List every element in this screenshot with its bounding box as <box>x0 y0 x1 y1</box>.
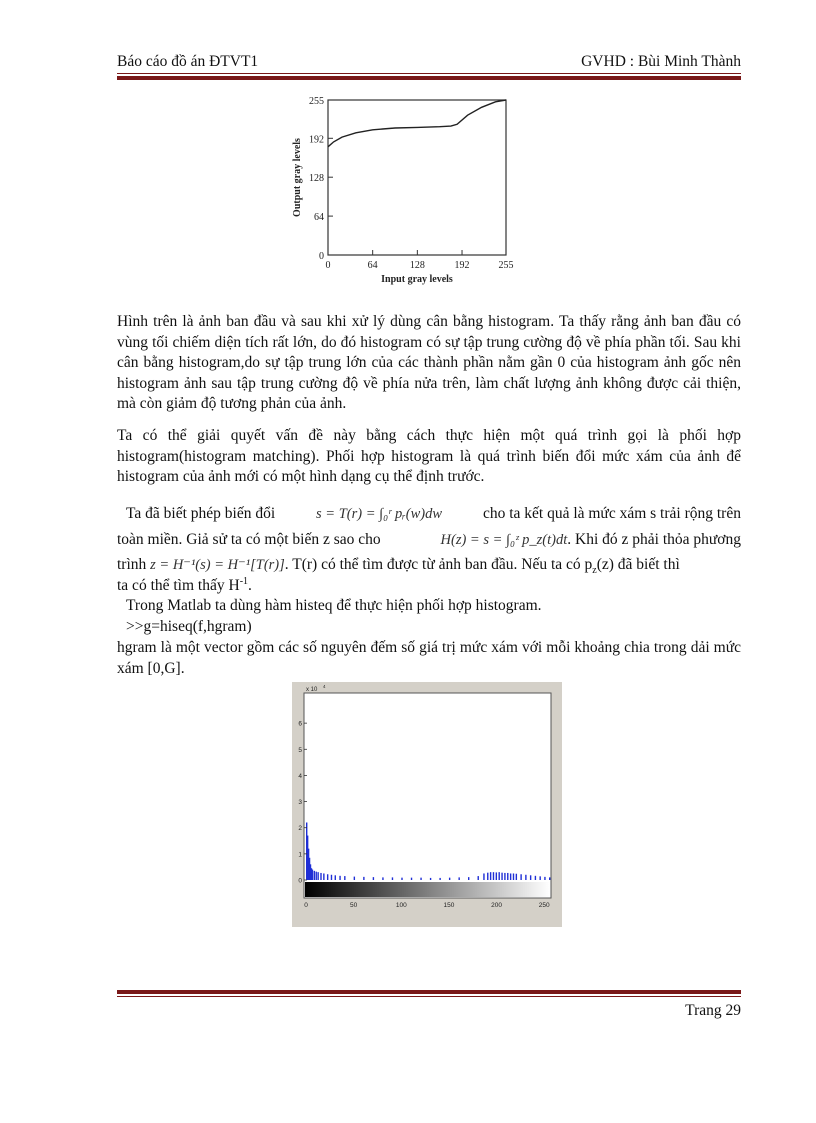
header-rule-thick <box>117 76 741 80</box>
y-tick-label: 0 <box>319 251 324 262</box>
code-line: >>g=hiseq(f,hgram) <box>126 618 252 635</box>
y-tick-label: 192 <box>309 134 324 146</box>
histogram-bar <box>525 875 526 880</box>
formula-transform: s = T(r) = ∫₀ʳ pᵣ(w)dw <box>316 506 443 522</box>
plot-area <box>304 693 551 898</box>
histogram-bar <box>544 877 545 880</box>
histogram-bar <box>504 873 505 880</box>
histogram-bar <box>483 873 484 880</box>
histogram-bar <box>320 873 321 880</box>
histogram-bar <box>411 878 412 880</box>
histogram-bar <box>312 870 313 880</box>
x-tick-label: 250 <box>538 902 550 909</box>
histogram-bar <box>516 874 517 880</box>
histogram-bar <box>507 873 508 880</box>
histogram-bar <box>401 878 402 880</box>
y-tick-label: 64 <box>314 212 324 224</box>
histogram-bar <box>449 878 450 880</box>
histogram-bar <box>493 872 494 880</box>
p3-text-e: trình <box>117 556 147 573</box>
paragraph-5: hgram là một vector gồm các số nguyên đếm số giá trị mức xám với mỗi khoảng chia trong dải mức xám [0,G]. <box>117 639 741 677</box>
transform-curve-line <box>328 100 506 147</box>
histogram-bar <box>363 877 364 880</box>
histogram-bar <box>373 877 374 880</box>
p3-text-f: . T(r) có thể tìm được từ ảnh ban đầu. Nếu ta có p <box>284 556 593 573</box>
histogram-bar <box>539 876 540 880</box>
p3-text-b: cho ta kết quả là mức xám s trải rộng trên <box>482 505 741 522</box>
paragraph-4: Trong Matlab ta dùng hàm histeq để thực hiện phối hợp histogram. <box>126 597 542 614</box>
y-tick-label: 128 <box>309 173 324 185</box>
histogram-bar <box>420 878 421 880</box>
histogram-bar <box>458 877 459 880</box>
histogram-bar <box>392 877 393 880</box>
x-tick-label: 0 <box>304 902 308 909</box>
paragraph-3-line-3 <box>117 555 741 576</box>
histogram-bar <box>496 872 497 880</box>
histogram-bar <box>498 872 499 880</box>
histogram-bar <box>382 877 383 880</box>
y-tick-label: 255 <box>309 96 324 107</box>
histogram-bar <box>344 876 345 880</box>
transform-curve-chart <box>280 92 520 292</box>
histogram-bar <box>339 876 340 880</box>
header-supervisor: GVHD : Bùi Minh Thành <box>581 53 741 70</box>
p3-text-a: Ta đã biết phép biến đổi <box>126 505 276 522</box>
page-number: Trang 29 <box>685 1002 741 1019</box>
y-tick-label: 6 <box>298 720 302 728</box>
histogram-bar <box>331 875 332 880</box>
grayscale-colorbar <box>305 882 550 897</box>
histogram-bar <box>520 874 521 880</box>
histogram-bar <box>439 878 440 880</box>
footer-rule-thin <box>117 996 741 997</box>
histogram-bar <box>501 873 502 880</box>
x-tick-label: 192 <box>454 260 470 271</box>
p3-sup-inv: -1 <box>239 575 249 587</box>
x-tick-label: 0 <box>325 260 331 271</box>
paragraph-3-line-2 <box>117 530 741 551</box>
p3-text-h-end: . <box>248 577 252 594</box>
x-tick-label: 150 <box>443 902 455 909</box>
y-tick-label: 3 <box>298 799 302 807</box>
p3-sub-z: z <box>592 565 597 577</box>
y-tick-label: 5 <box>298 746 302 754</box>
paragraph-2: Ta có thể giải quyết vấn đề này bằng cách thực hiện một quá trình gọi là phối hợp histogram(histogram matching). Phối hợp histogram là quá trình biến đổi mức xám của ảnh để histogram của ảnh mới có một hình dạng cụ thể định trước. <box>117 427 741 485</box>
histogram-bar <box>487 873 488 880</box>
histogram-bar <box>314 871 315 880</box>
p3-text-d: . Khi đó z phải thỏa phương <box>567 531 741 548</box>
p3-text-h: ta có thể tìm thấy H <box>117 577 240 594</box>
histogram-bar <box>535 876 536 880</box>
p3-text-c: toàn miền. Giả sử ta có một biến z sao cho <box>117 531 381 548</box>
header-rule-thin <box>117 73 741 74</box>
histogram-bar <box>510 873 511 880</box>
y-axis-label: Output gray levels <box>292 138 303 217</box>
y-exponent-label: x 10 <box>306 687 318 693</box>
p3-text-g: (z) đã biết thì <box>596 556 680 573</box>
y-tick-label: 4 <box>298 772 302 780</box>
x-tick-label: 200 <box>491 902 503 909</box>
histogram-bar <box>490 872 491 880</box>
y-tick-label: 1 <box>298 851 302 859</box>
x-tick-label: 64 <box>367 260 378 271</box>
histogram-bar <box>530 875 531 880</box>
histogram-bar <box>468 877 469 880</box>
histogram-bar <box>478 876 479 880</box>
footer-rule-thick <box>117 990 741 994</box>
histogram-bar <box>327 874 328 880</box>
formula-h: H(z) = s = ∫₀ᶻ p_z(t)dt <box>440 532 568 548</box>
x-tick-label: 128 <box>409 260 425 271</box>
plot-frame <box>328 100 506 255</box>
x-tick-label: 50 <box>350 902 358 909</box>
histogram-bar <box>513 873 514 880</box>
histogram-bar <box>335 875 336 880</box>
histogram-bar <box>430 878 431 880</box>
x-tick-label: 100 <box>395 902 407 909</box>
paragraph-3-line-1 <box>117 504 741 525</box>
histogram-bar <box>316 872 317 880</box>
histogram-chart <box>292 682 562 927</box>
y-exponent-power: 4 <box>323 684 326 689</box>
histogram-bar <box>323 873 324 880</box>
x-axis-label: Input gray levels <box>381 274 453 285</box>
x-tick-label: 255 <box>498 260 514 271</box>
histogram-bar <box>317 872 318 880</box>
header-title: Báo cáo đồ án ĐTVT1 <box>117 53 259 70</box>
paragraph-3-line-4 <box>117 576 252 597</box>
paragraph-1: Hình trên là ảnh ban đầu và sau khi xử lý dùng cân bằng histogram. Ta thấy rằng ảnh ban đầu có vùng tối chiếm diện tích rất lớn, do đó histogram có sự tập trung cường độ về phía phần tối. Sau khi cân bằng histogram,do sự tập trung lớn của các thành phần nằm gần 0 của histogram ảnh gốc nên histogram ảnh sau tập trung cường độ về phía nửa trên, làm chất lượng ảnh không được cải thiện, mà còn giảm độ tương phản của ảnh. <box>117 313 741 412</box>
histogram-bar <box>354 877 355 880</box>
histogram-bar <box>549 877 550 880</box>
y-tick-label: 2 <box>298 825 302 833</box>
formula-inverse: z = H⁻¹(s) = H⁻¹[T(r)] <box>150 557 285 573</box>
y-tick-label: 0 <box>298 877 302 885</box>
